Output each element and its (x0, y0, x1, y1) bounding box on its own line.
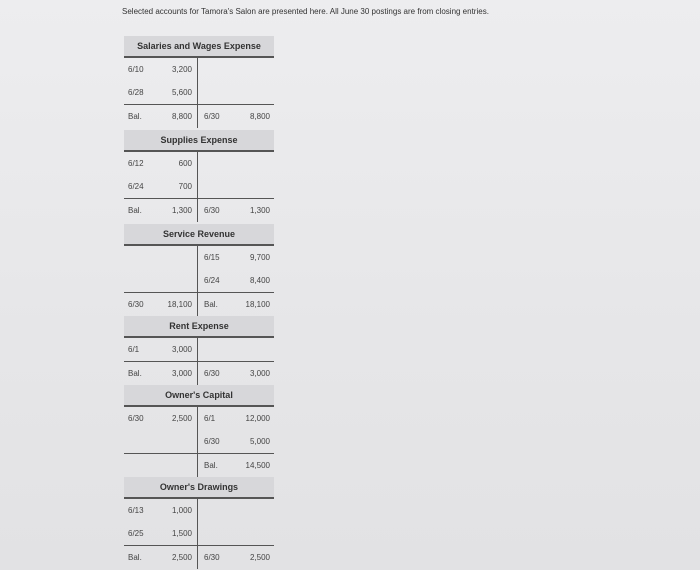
credit-amount: 8,800 (249, 112, 270, 121)
credit-amount: 3,000 (249, 369, 270, 378)
debit-date: 6/1 (128, 345, 140, 354)
ledger-row (124, 269, 274, 292)
balance-row (124, 104, 274, 128)
balance-row (124, 361, 274, 385)
debit-date: Bal. (128, 553, 142, 562)
ledger-row (124, 246, 274, 269)
credit-date: 6/30 (204, 437, 220, 446)
debit-date: 6/13 (128, 506, 144, 515)
intro-text: Selected accounts for Tamora's Salon are presented here. All June 30 postings are from closing entries. (122, 7, 489, 16)
credit-date: 6/30 (204, 553, 220, 562)
credit-amount: 12,000 (245, 414, 270, 423)
ledger-row (124, 58, 274, 81)
debit-date: Bal. (128, 112, 142, 121)
credit-date: 6/15 (204, 253, 220, 262)
debit-date: 6/30 (128, 300, 144, 309)
balance-row (124, 198, 274, 222)
debit-amount: 2,500 (171, 553, 192, 562)
debit-date: Bal. (128, 369, 142, 378)
ledger-row (124, 175, 274, 198)
account-title: Rent Expense (124, 316, 274, 338)
ledger-row (124, 338, 274, 361)
credit-date: 6/24 (204, 276, 220, 285)
balance-row (124, 453, 274, 477)
account-title: Owner's Drawings (124, 477, 274, 499)
debit-amount: 1,000 (171, 506, 192, 515)
debit-date: 6/10 (128, 65, 144, 74)
credit-amount: 1,300 (249, 206, 270, 215)
debit-amount: 1,300 (171, 206, 192, 215)
debit-date: 6/30 (128, 414, 144, 423)
account-title: Supplies Expense (124, 130, 274, 152)
credit-amount: 5,000 (249, 437, 270, 446)
debit-date: 6/28 (128, 88, 144, 97)
credit-amount: 8,400 (249, 276, 270, 285)
debit-date: 6/24 (128, 182, 144, 191)
credit-amount: 18,100 (245, 300, 270, 309)
debit-date: 6/25 (128, 529, 144, 538)
debit-amount: 1,500 (171, 529, 192, 538)
debit-amount: 2,500 (171, 414, 192, 423)
t-account-owners-capital (124, 385, 274, 477)
ledger-row (124, 407, 274, 430)
t-account-supplies-expense (124, 130, 274, 222)
credit-amount: 9,700 (249, 253, 270, 262)
debit-amount: 3,200 (171, 65, 192, 74)
credit-date: Bal. (204, 300, 218, 309)
debit-amount: 600 (178, 159, 192, 168)
balance-row (124, 292, 274, 316)
credit-date: 6/30 (204, 206, 220, 215)
debit-amount: 3,000 (171, 369, 192, 378)
account-title: Owner's Capital (124, 385, 274, 407)
credit-date: 6/30 (204, 112, 220, 121)
debit-amount: 3,000 (171, 345, 192, 354)
credit-amount: 14,500 (245, 461, 270, 470)
debit-date: Bal. (128, 206, 142, 215)
debit-amount: 8,800 (171, 112, 192, 121)
debit-amount: 18,100 (167, 300, 192, 309)
ledger-row (124, 499, 274, 522)
t-account-service-revenue (124, 224, 274, 316)
t-account-rent-expense (124, 316, 274, 385)
debit-amount: 700 (178, 182, 192, 191)
account-title: Service Revenue (124, 224, 274, 246)
ledger-row (124, 152, 274, 175)
ledger-row (124, 430, 274, 453)
t-account-salaries-wages-expense (124, 36, 274, 128)
balance-row (124, 545, 274, 569)
ledger-row (124, 522, 274, 545)
ledger-row (124, 81, 274, 104)
account-title: Salaries and Wages Expense (124, 36, 274, 58)
credit-date: 6/1 (204, 414, 216, 423)
credit-date: Bal. (204, 461, 218, 470)
debit-amount: 5,600 (171, 88, 192, 97)
debit-date: 6/12 (128, 159, 144, 168)
credit-date: 6/30 (204, 369, 220, 378)
t-account-owners-drawings (124, 477, 274, 569)
credit-amount: 2,500 (249, 553, 270, 562)
